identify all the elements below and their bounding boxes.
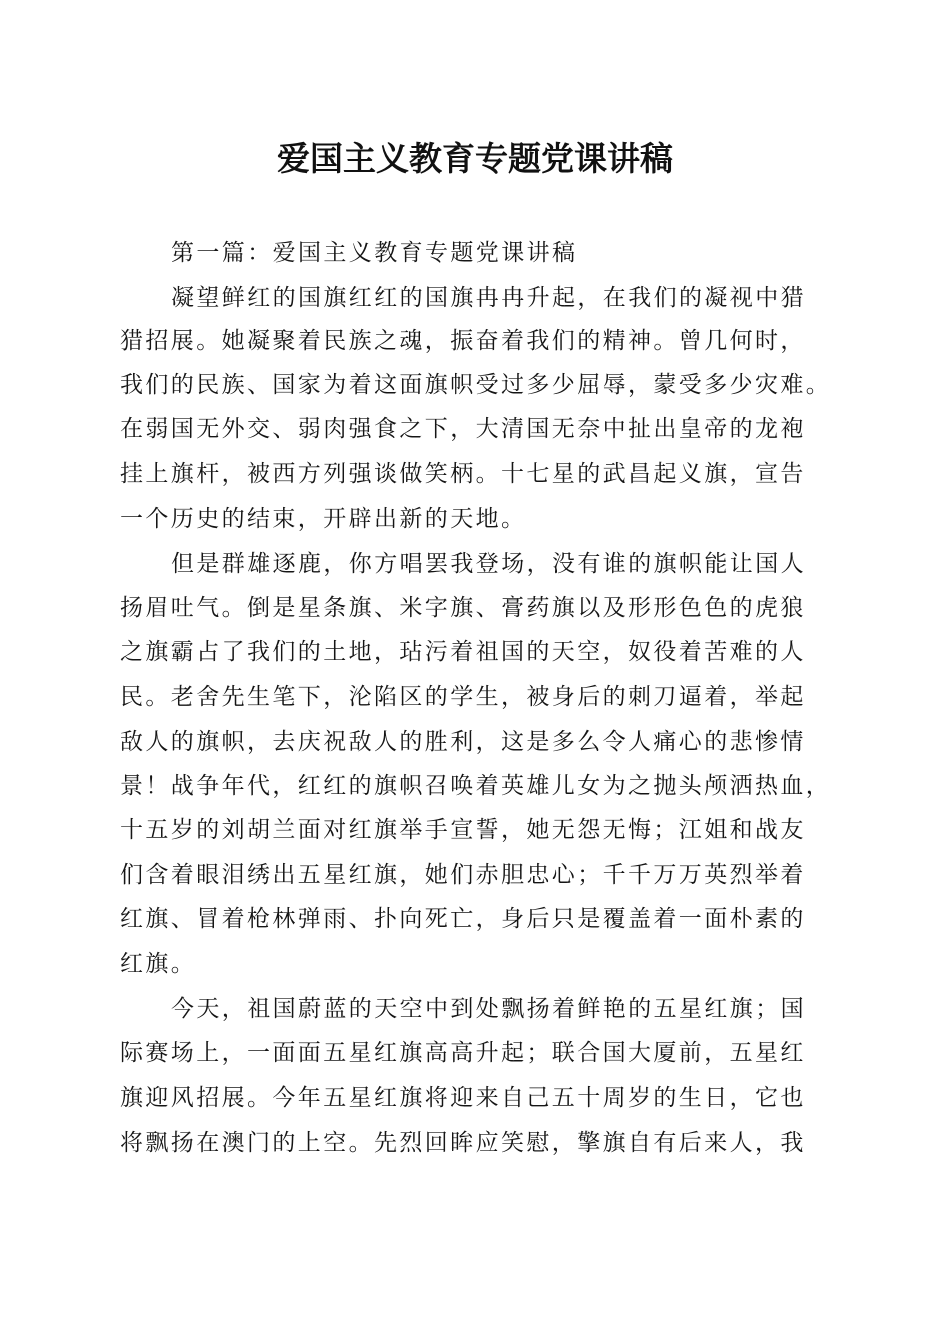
paragraph-3-line-1: 今天，祖国蔚蓝的天空中到处飘扬着鲜艳的五星红旗；国 xyxy=(171,996,806,1022)
paragraph-3-line-3: 旗迎风招展。今年五星红旗将迎来自己五十周岁的生日，它也 xyxy=(120,1085,806,1111)
paragraph-2-line-9: 红旗、冒着枪林弹雨、扑向死亡，身后只是覆盖着一面朴素的 xyxy=(120,906,806,932)
paragraph-1-line-6: 一个历史的结束，开辟出新的天地。 xyxy=(120,506,527,532)
paragraph-2-line-6: 景！战争年代，红红的旗帜召唤着英雄儿女为之抛头颅洒热血， xyxy=(120,773,832,799)
paragraph-3-line-2: 际赛场上，一面面五星红旗高高升起；联合国大厦前，五星红 xyxy=(120,1040,806,1066)
paragraph-1-line-5: 挂上旗杆，被西方列强谈做笑柄。十七星的武昌起义旗，宣告 xyxy=(120,461,806,487)
paragraph-1-line-3: 我们的民族、国家为着这面旗帜受过多少屈辱，蒙受多少灾难。 xyxy=(120,372,832,398)
document-title: 爱国主义教育专题党课讲稿 xyxy=(277,139,673,178)
paragraph-1-line-4: 在弱国无外交、弱肉强食之下，大清国无奈中扯出皇帝的龙袍 xyxy=(120,416,806,442)
paragraph-2-line-10: 红旗。 xyxy=(120,951,197,977)
paragraph-1-line-2: 猎招展。她凝聚着民族之魂，振奋着我们的精神。曾几何时， xyxy=(120,328,806,354)
paragraph-2-line-7: 十五岁的刘胡兰面对红旗举手宣誓，她无怨无悔；江姐和战友 xyxy=(120,817,806,843)
section-heading: 第一篇：爱国主义教育专题党课讲稿 xyxy=(171,240,578,266)
paragraph-2-line-8: 们含着眼泪绣出五星红旗，她们赤胆忠心；千千万万英烈举着 xyxy=(120,862,806,888)
paragraph-2-line-1: 但是群雄逐鹿，你方唱罢我登场，没有谁的旗帜能让国人 xyxy=(171,551,806,577)
paragraph-3-line-4: 将飘扬在澳门的上空。先烈回眸应笑慰，擎旗自有后来人，我 xyxy=(120,1130,806,1156)
paragraph-2-line-2: 扬眉吐气。倒是星条旗、米字旗、膏药旗以及形形色色的虎狼 xyxy=(120,595,806,621)
paragraph-2-line-5: 敌人的旗帜，去庆祝敌人的胜利，这是多么令人痛心的悲惨情 xyxy=(120,729,806,755)
paragraph-1-line-1: 凝望鲜红的国旗红红的国旗冉冉升起，在我们的凝视中猎 xyxy=(171,285,806,311)
paragraph-2-line-4: 民。老舍先生笔下，沦陷区的学生，被身后的刺刀逼着，举起 xyxy=(120,684,806,710)
paragraph-2-line-3: 之旗霸占了我们的土地，玷污着祖国的天空，奴役着苦难的人 xyxy=(120,639,806,665)
